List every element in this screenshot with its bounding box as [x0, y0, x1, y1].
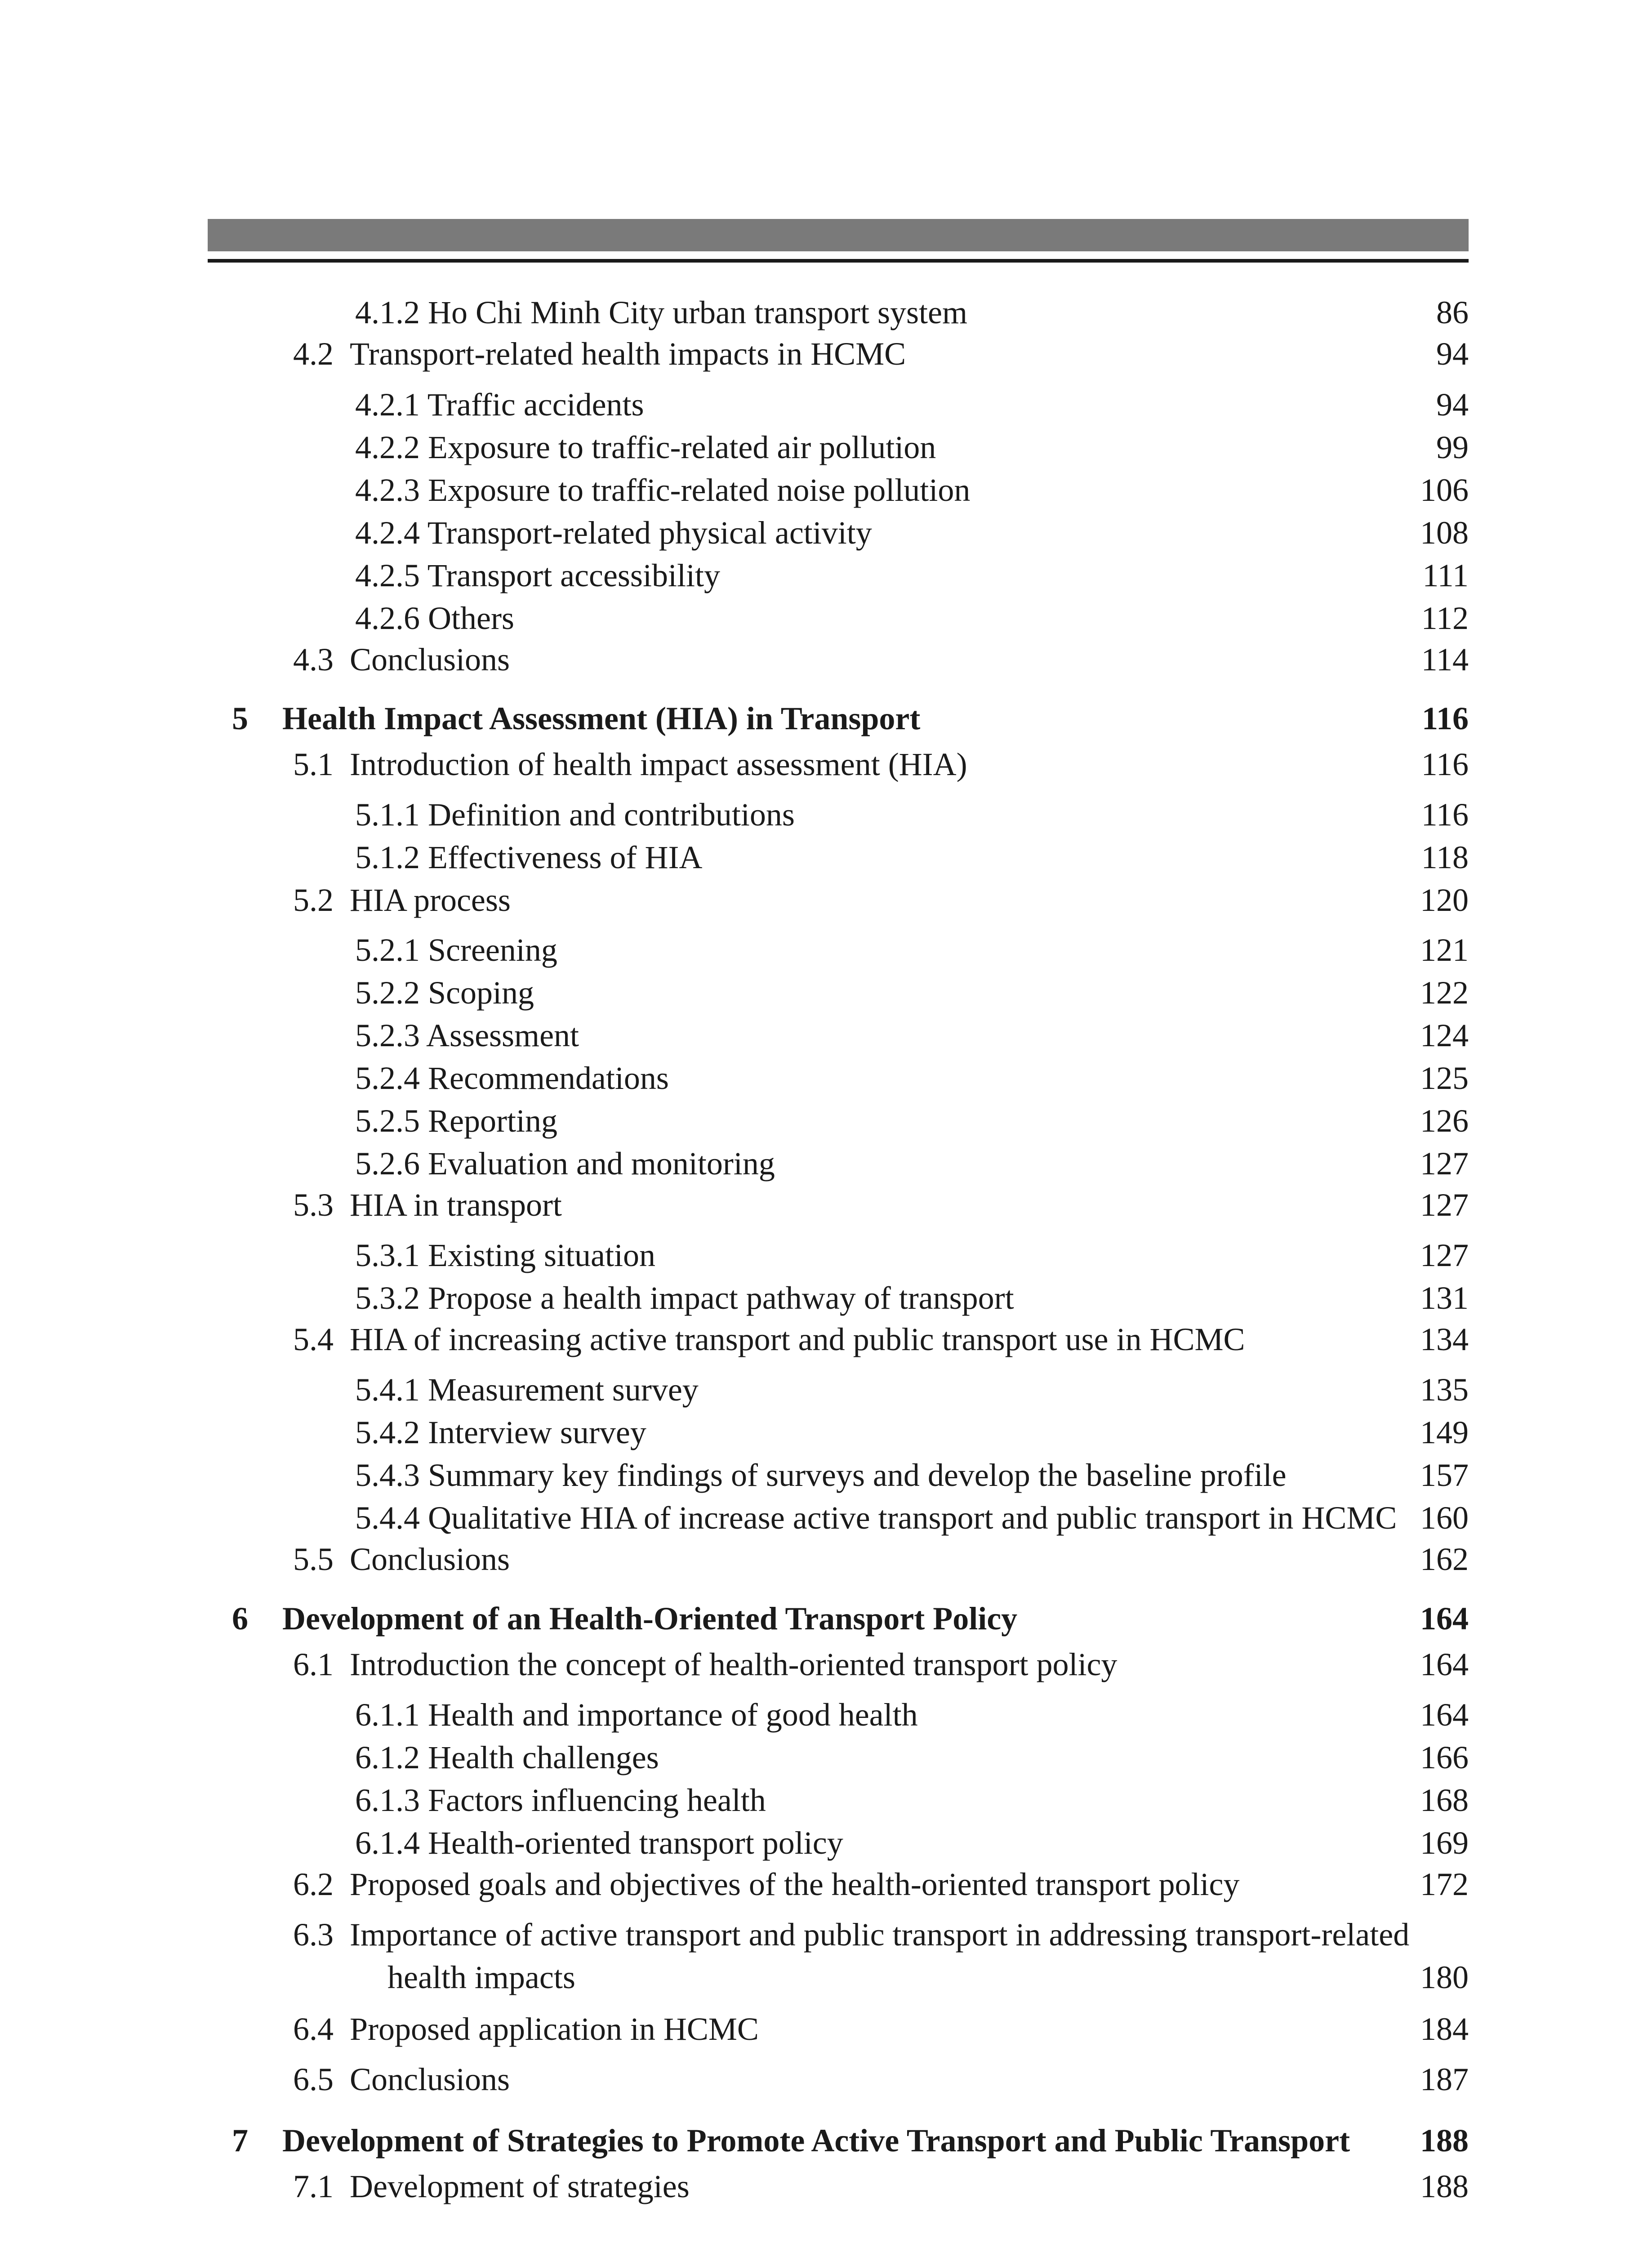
toc-entry-title: Conclusions [350, 1541, 510, 1577]
toc-entry-title: Development of Strategies to Promote Active Transport and Public Transport [282, 2123, 1350, 2159]
toc-entry-continuation[interactable] [0, 1957, 1652, 1998]
toc-entry-title: 6.1.1 Health and importance of good health [355, 1697, 918, 1733]
toc-entry-page-number: 168 [1420, 1782, 1469, 1818]
toc-entry-title: 5.2.1 Screening [355, 932, 557, 968]
toc-entry-page-number: 127 [1420, 1146, 1469, 1182]
toc-entry-number: 6.4 [293, 2011, 334, 2047]
toc-entry-number: 5.4 [293, 1321, 334, 1357]
toc-entry-number: 6.1 [293, 1646, 334, 1682]
toc-subsection-entry[interactable] [0, 470, 1652, 510]
toc-entry-page-number: 188 [1420, 2123, 1469, 2159]
toc-entry-number: 7.1 [293, 2168, 334, 2204]
toc-entry-page-number: 188 [1420, 2168, 1469, 2204]
toc-entry-title: Transport-related health impacts in HCMC [350, 336, 906, 372]
toc-chapter-entry[interactable] [0, 1598, 1652, 1639]
toc-entry-title: 4.2.5 Transport accessibility [355, 558, 720, 593]
toc-entry-page-number: 157 [1420, 1457, 1469, 1493]
toc-section-entry[interactable] [0, 880, 1652, 920]
toc-section-entry[interactable] [0, 639, 1652, 680]
toc-entry-number: 5.3 [293, 1187, 334, 1223]
toc-chapter-entry[interactable] [0, 698, 1652, 739]
toc-entry-page-number: 99 [1436, 429, 1469, 465]
toc-entry-page-number: 184 [1420, 2011, 1469, 2047]
toc-entry-title: 5.4.1 Measurement survey [355, 1372, 699, 1408]
toc-entry-title: 6.1.3 Factors influencing health [355, 1782, 766, 1818]
toc-entry-title: 4.2.2 Exposure to traffic-related air pollution [355, 429, 936, 465]
toc-subsection-entry[interactable] [0, 555, 1652, 596]
toc-entry-title: Health Impact Assessment (HIA) in Transport [282, 700, 921, 736]
toc-chapter-entry[interactable] [0, 2120, 1652, 2161]
toc-subsection-entry[interactable] [0, 972, 1652, 1013]
toc-subsection-entry[interactable] [0, 292, 1652, 333]
toc-entry-page-number: 114 [1421, 642, 1469, 678]
toc-section-entry[interactable] [0, 2059, 1652, 2100]
toc-entry-page-number: 126 [1420, 1103, 1469, 1139]
toc-entry-title: HIA of increasing active transport and public transport use in HCMC [350, 1321, 1245, 1357]
toc-entry-page-number: 131 [1420, 1280, 1469, 1316]
toc-section-entry[interactable] [0, 1914, 1652, 1955]
toc-entry-title: 5.2.2 Scoping [355, 975, 534, 1011]
toc-section-entry[interactable] [0, 744, 1652, 785]
toc-entry-title: HIA in transport [350, 1187, 562, 1223]
toc-entry-number: 6.5 [293, 2061, 334, 2097]
toc-entry-page-number: 135 [1420, 1372, 1469, 1408]
toc-subsection-entry[interactable] [0, 1101, 1652, 1141]
toc-section-entry[interactable] [0, 1539, 1652, 1579]
toc-section-entry[interactable] [0, 2166, 1652, 2207]
toc-entry-page-number: 172 [1420, 1866, 1469, 1902]
toc-entry-title: 5.3.2 Propose a health impact pathway of transport [355, 1280, 1014, 1316]
toc-entry-page-number: 124 [1420, 1017, 1469, 1053]
toc-entry-title: 5.4.4 Qualitative HIA of increase active transport and public transport in HCMC [355, 1500, 1397, 1536]
toc-entry-page-number: 164 [1420, 1697, 1469, 1733]
toc-entry-page-number: 180 [1420, 1959, 1469, 1995]
toc-entry-title: 5.2.4 Recommendations [355, 1060, 669, 1096]
toc-entry-page-number: 120 [1420, 882, 1469, 918]
toc-entry-number: 5.1 [293, 746, 334, 782]
toc-entry-page-number: 94 [1436, 387, 1469, 423]
toc-entry-page-number: 118 [1421, 839, 1469, 875]
toc-entry-number: 4.3 [293, 642, 334, 678]
toc-entry-title: Proposed goals and objectives of the health-oriented transport policy [350, 1866, 1240, 1902]
toc-entry-page-number: 116 [1421, 700, 1469, 736]
toc-entry-page-number: 125 [1420, 1060, 1469, 1096]
toc-entry-page-number: 112 [1421, 600, 1469, 636]
toc-entry-title: health impacts [387, 1959, 575, 1995]
toc-entry-number: 4.2 [293, 336, 334, 372]
toc-entry-title: Introduction of health impact assessment (HIA) [350, 746, 967, 782]
toc-subsection-entry[interactable] [0, 1235, 1652, 1276]
toc-section-entry[interactable] [0, 1185, 1652, 1225]
toc-entry-title: 4.2.3 Exposure to traffic-related noise pollution [355, 472, 971, 508]
toc-entry-title: 5.4.2 Interview survey [355, 1414, 646, 1450]
toc-entry-title: 4.2.1 Traffic accidents [355, 387, 644, 423]
toc-entry-title: HIA process [350, 882, 511, 918]
toc-entry-number: 6 [232, 1601, 248, 1637]
toc-subsection-entry[interactable] [0, 1369, 1652, 1410]
toc-entry-page-number: 127 [1420, 1237, 1469, 1273]
toc-entry-page-number: 164 [1420, 1646, 1469, 1682]
toc-subsection-entry[interactable] [0, 837, 1652, 878]
toc-entry-title: Conclusions [350, 642, 510, 678]
toc-entry-page-number: 116 [1421, 746, 1469, 782]
toc-entry-title: 5.2.3 Assessment [355, 1017, 579, 1053]
toc-entry-title: 4.2.6 Others [355, 600, 514, 636]
toc-entry-title: Introduction the concept of health-oriented transport policy [350, 1646, 1118, 1682]
toc-subsection-entry[interactable] [0, 1278, 1652, 1318]
toc-entry-page-number: 127 [1420, 1187, 1469, 1223]
toc-entry-page-number: 166 [1420, 1740, 1469, 1775]
toc-entry-number: 5.2 [293, 882, 334, 918]
toc-entry-page-number: 108 [1420, 515, 1469, 551]
toc-subsection-entry[interactable] [0, 794, 1652, 835]
toc-subsection-entry[interactable] [0, 930, 1652, 970]
toc-entry-page-number: 86 [1436, 294, 1469, 330]
toc-subsection-entry[interactable] [0, 1455, 1652, 1495]
toc-subsection-entry[interactable] [0, 1058, 1652, 1098]
toc-entry-title: 5.4.3 Summary key findings of surveys and develop the baseline profile [355, 1457, 1287, 1493]
toc-subsection-entry[interactable] [0, 1823, 1652, 1863]
toc-entry-number: 7 [232, 2123, 248, 2159]
toc-entry-page-number: 121 [1420, 932, 1469, 968]
toc-entry-title: Importance of active transport and public transport in addressing transport-related [350, 1917, 1410, 1953]
toc-subsection-entry[interactable] [0, 1498, 1652, 1538]
toc-subsection-entry[interactable] [0, 1015, 1652, 1056]
toc-section-entry[interactable] [0, 2009, 1652, 2049]
toc-entry-page-number: 122 [1420, 975, 1469, 1011]
toc-entry-page-number: 162 [1420, 1541, 1469, 1577]
toc-subsection-entry[interactable] [0, 513, 1652, 553]
toc-entry-page-number: 187 [1420, 2061, 1469, 2097]
toc-subsection-entry[interactable] [0, 427, 1652, 468]
toc-entry-title: 5.1.2 Effectiveness of HIA [355, 839, 703, 875]
toc-entry-page-number: 116 [1421, 797, 1469, 833]
toc-entry-title: 6.1.2 Health challenges [355, 1740, 659, 1775]
toc-entry-title: 5.2.6 Evaluation and monitoring [355, 1146, 775, 1182]
toc-subsection-entry[interactable] [0, 1780, 1652, 1820]
toc-section-entry[interactable] [0, 1319, 1652, 1360]
toc-entry-title: 5.2.5 Reporting [355, 1103, 557, 1139]
toc-section-entry[interactable] [0, 334, 1652, 374]
toc-entry-title: Proposed application in HCMC [350, 2011, 759, 2047]
toc-entry-title: Conclusions [350, 2061, 510, 2097]
toc-entry-page-number: 106 [1420, 472, 1469, 508]
toc-subsection-entry[interactable] [0, 1143, 1652, 1184]
toc-subsection-entry[interactable] [0, 1737, 1652, 1778]
toc-entry-number: 6.2 [293, 1866, 334, 1902]
toc-subsection-entry[interactable] [0, 598, 1652, 638]
toc-subsection-entry[interactable] [0, 384, 1652, 425]
toc-entry-page-number: 164 [1420, 1601, 1469, 1637]
toc-entry-number: 5 [232, 700, 248, 736]
toc-entry-number: 6.3 [293, 1917, 334, 1953]
toc-entry-page-number: 149 [1420, 1414, 1469, 1450]
toc-entry-title: Development of strategies [350, 2168, 690, 2204]
toc-entry-page-number: 160 [1420, 1500, 1469, 1536]
toc-entry-title: Development of an Health-Oriented Transport Policy [282, 1601, 1018, 1637]
toc-entry-title: 4.2.4 Transport-related physical activity [355, 515, 872, 551]
toc-entry-title: 5.3.1 Existing situation [355, 1237, 656, 1273]
toc-section-entry[interactable] [0, 1864, 1652, 1905]
toc-subsection-entry[interactable] [0, 1695, 1652, 1735]
toc-entry-number: 5.5 [293, 1541, 334, 1577]
toc-entry-title: 5.1.1 Definition and contributions [355, 797, 795, 833]
toc-entry-page-number: 94 [1436, 336, 1469, 372]
toc-entry-page-number: 134 [1420, 1321, 1469, 1357]
toc-entry-title: 6.1.4 Health-oriented transport policy [355, 1825, 843, 1861]
toc-section-entry[interactable] [0, 1644, 1652, 1685]
toc-entry-title: 4.1.2 Ho Chi Minh City urban transport system [355, 294, 967, 330]
toc-entry-page-number: 111 [1422, 558, 1469, 593]
toc-subsection-entry[interactable] [0, 1412, 1652, 1453]
toc-entry-page-number: 169 [1420, 1825, 1469, 1861]
